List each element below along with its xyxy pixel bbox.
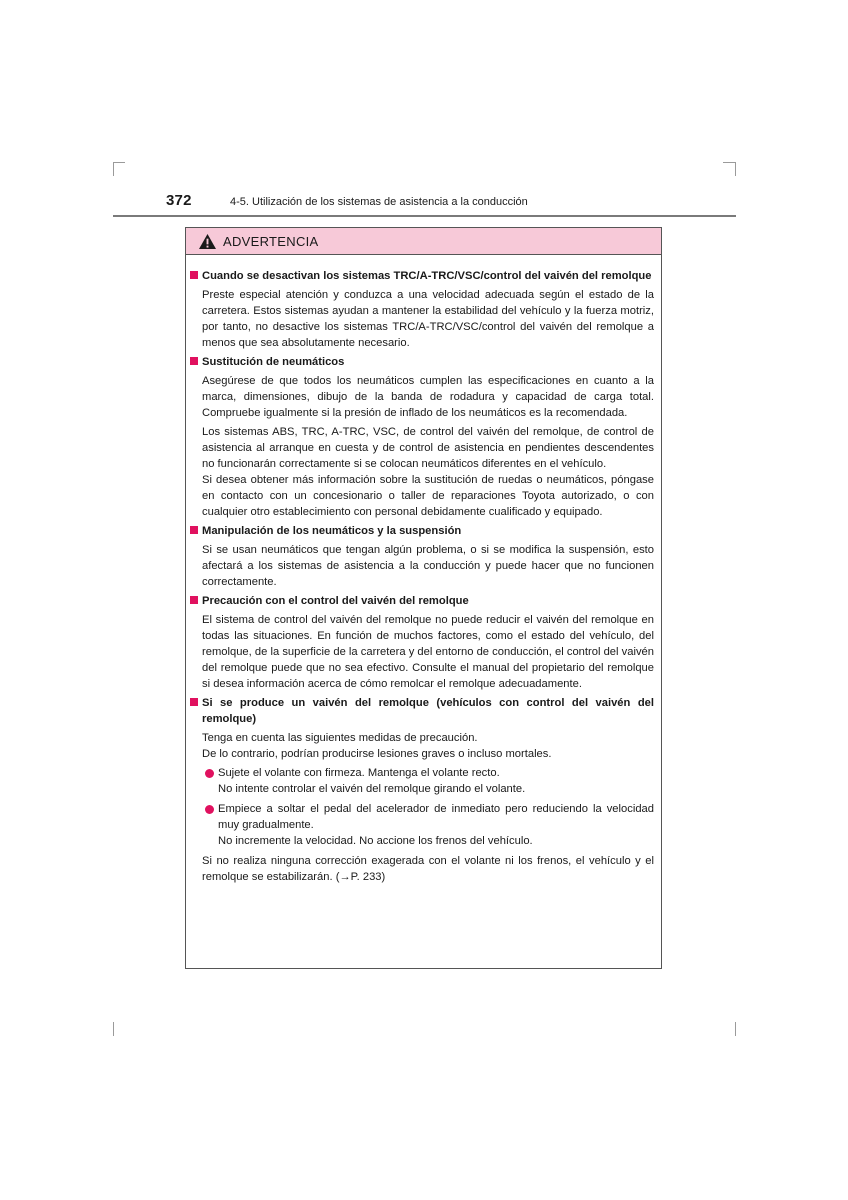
paragraph: Asegúrese de que todos los neumáticos cumplen las especificaciones en cuanto a la marca, dimensiones, dibujo de la banda de rodadura y capacidad de carga total. Compruebe igualmente si la presión de inflado de los neumáticos es la recomendada. <box>202 375 654 419</box>
circle-bullet-icon <box>205 805 214 814</box>
page-number: 372 <box>166 192 192 209</box>
warning-triangle-icon <box>198 233 217 250</box>
intro-line: De lo contrario, podrían producirse lesiones graves o incluso mortales. <box>202 748 552 760</box>
crop-mark-top-right-v <box>735 162 736 176</box>
section-heading <box>189 695 654 727</box>
section-heading-text: Precaución con el control del vaivén del remolque <box>202 595 469 607</box>
header-rule <box>113 215 736 217</box>
paragraph: Preste especial atención y conduzca a una velocidad adecuada según el estado de la carretera. Estos sistemas ayudan a mantener la estabilidad del vehículo y la fuerza motriz, por tanto, no desactive los sistemas TRC/A-TRC/VSC/control del vaivén del remolque a menos que sea absolutamente necesario. <box>202 289 654 349</box>
bullet-line: Sujete el volante con firmeza. Mantenga el volante recto. <box>218 767 500 779</box>
section-heading-text: Si se produce un vaivén del remolque (vehículos con control del vaivén del remolque) <box>202 697 654 725</box>
list-item <box>189 801 654 849</box>
square-bullet-icon <box>190 271 198 279</box>
intro-line: Tenga en cuenta las siguientes medidas de precaución. <box>202 732 478 744</box>
section-heading-text: Manipulación de los neumáticos y la suspensión <box>202 525 462 537</box>
bullet-line: No intente controlar el vaivén del remolque girando el volante. <box>218 783 526 795</box>
section-heading-text: Cuando se desactivan los sistemas TRC/A-TRC/VSC/control del vaivén del remolque <box>202 270 652 282</box>
crop-mark-bottom-left-v <box>113 1022 114 1036</box>
section-heading <box>189 268 654 284</box>
crop-mark-top-left-h <box>113 162 125 163</box>
warning-title: ADVERTENCIA <box>223 233 319 249</box>
warning-body <box>186 255 661 885</box>
square-bullet-icon <box>190 596 198 604</box>
closing-paragraph: Si no realiza ninguna corrección exagerada con el volante ni los frenos, el vehículo y el remolque se estabilizarán. (→P. 233) <box>202 855 654 883</box>
warning-box <box>185 227 662 969</box>
section-heading <box>189 593 654 609</box>
paragraph: Los sistemas ABS, TRC, A-TRC, VSC, de control del vaivén del remolque, de control de asistencia al arranque en cuesta y de control de asistencia en pendientes descendentes no funcionarán correctamente si se colocan neumáticos diferentes en el vehículo. <box>202 426 654 470</box>
crop-mark-bottom-right-v <box>735 1022 736 1036</box>
crop-mark-top-right-h <box>723 162 735 163</box>
running-head: 4-5. Utilización de los sistemas de asistencia a la conducción <box>230 196 528 208</box>
bullet-line: No incremente la velocidad. No accione los frenos del vehículo. <box>218 835 533 847</box>
bullet-line: Empiece a soltar el pedal del acelerador de inmediato pero reduciendo la velocidad muy gradualmente. <box>218 803 654 831</box>
warning-header <box>186 228 661 255</box>
square-bullet-icon <box>190 357 198 365</box>
crop-mark-top-left-v <box>113 162 114 176</box>
section-heading <box>189 523 654 539</box>
paragraph: El sistema de control del vaivén del remolque no puede reducir el vaivén del remolque en todas las situaciones. En función de muchos factores, como el estado del vehículo, del remolque, de la superficie de la carretera y del entorno de conducción, el control del vaivén del remolque puede que no sea efectivo. Consulte el manual del propietario del remolque si desea información acerca de cómo remolcar el remolque adecuadamente. <box>202 614 654 690</box>
section-heading-text: Sustitución de neumáticos <box>202 356 345 368</box>
section-heading <box>189 354 654 370</box>
circle-bullet-icon <box>205 769 214 778</box>
square-bullet-icon <box>190 526 198 534</box>
square-bullet-icon <box>190 698 198 706</box>
paragraph <box>189 730 654 762</box>
list-item <box>189 765 654 797</box>
paragraph: Si se usan neumáticos que tengan algún problema, o si se modifica la suspensión, esto afectará a los sistemas de asistencia a la conducción y puede hacer que no funcionen correctamente. <box>202 544 654 588</box>
paragraph: Si desea obtener más información sobre la sustitución de ruedas o neumáticos, póngase en contacto con un concesionario o taller de reparaciones Toyota autorizado, o con cualquier otro establecimiento con personal debidamente cualificado y equipado. <box>202 474 654 518</box>
